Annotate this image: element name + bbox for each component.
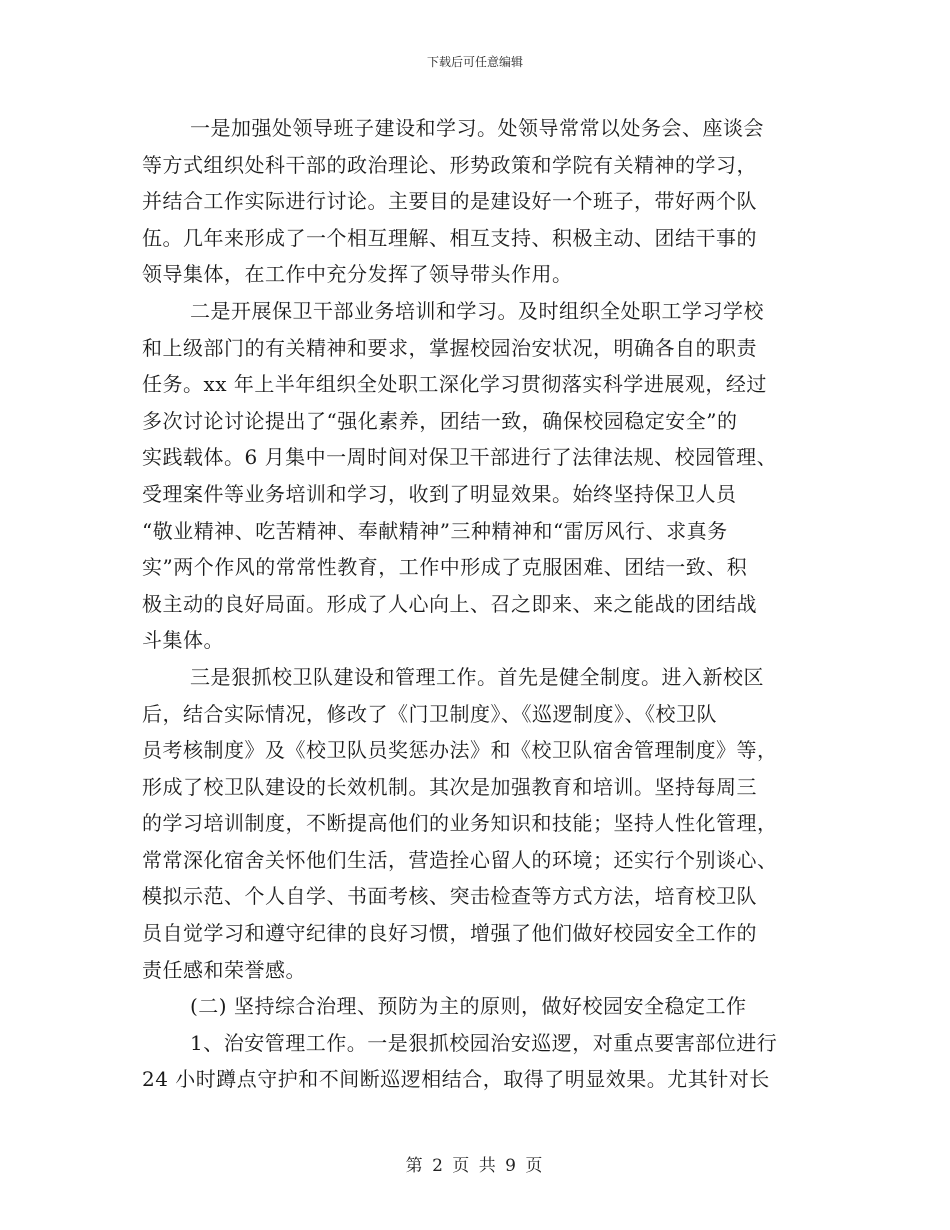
text-line: 任务。xx 年上半年组织全处职工深化学习贯彻落实科学进展观，经过: [142, 372, 767, 397]
text-line: 伍。几年来形成了一个相互理解、相互支持、积极主动、团结干事的: [142, 225, 757, 250]
text-line: “敬业精神、吃苦精神、奉献精神”三种精神和“雷厉风行、求真务: [142, 518, 728, 543]
text-line: 责任感和荣誉感。: [142, 957, 306, 982]
text-line: 和上级部门的有关精神和要求，掌握校园治安状况，明确各自的职责: [142, 335, 757, 360]
text-line: 员自觉学习和遵守纪律的良好习惯，增强了他们做好校园安全工作的: [142, 921, 757, 946]
text-line: 多次讨论讨论提出了“强化素养，团结一致，确保校园稳定安全”的: [142, 408, 738, 433]
text-line: 斗集体。: [142, 628, 224, 653]
text-line: 24 小时蹲点守护和不间断巡逻相结合，取得了明显效果。尤其针对长: [142, 1067, 770, 1092]
section-heading: (二) 坚持综合治理、预防为主的原则，做好校园安全稳定工作: [190, 994, 747, 1019]
text-line: 三是狠抓校卫队建设和管理工作。首先是健全制度。进入新校区: [190, 664, 764, 689]
text-line: 实践载体。6 月集中一周时间对保卫干部进行了法律法规、校园管理、: [142, 445, 778, 470]
text-line: 常常深化宿舍关怀他们生活，营造拴心留人的环境；还实行个别谈心、: [142, 847, 778, 872]
text-line: 一是加强处领导班子建设和学习。处领导常常以处务会、座谈会: [190, 116, 764, 140]
page-header: 下载后可任意编辑: [426, 55, 523, 69]
text-line: 实”两个作风的常常性教育，工作中形成了克服困难、团结一致、积: [142, 555, 748, 580]
text-line: 1、治安管理工作。一是狠抓校园治安巡逻，对重点要害部位进行: [190, 1030, 778, 1055]
text-line: 等方式组织处科干部的政治理论、形势政策和学院有关精神的学习，: [142, 152, 757, 177]
text-line: 的学习培训制度，不断提高他们的业务知识和技能；坚持人性化管理，: [142, 811, 778, 836]
text-line: 模拟示范、个人自学、书面考核、突击检查等方式方法，培育校卫队: [142, 884, 757, 909]
page-number: 第 2 页 共 9 页: [405, 1156, 545, 1176]
text-line: 二是开展保卫干部业务培训和学习。及时组织全处职工学习学校: [190, 298, 764, 323]
text-line: 后，结合实际情况，修改了《门卫制度》、《巡逻制度》、《校卫队: [142, 701, 717, 726]
text-line: 员考核制度》及《校卫队员奖惩办法》和《校卫队宿舍管理制度》等，: [142, 738, 778, 763]
text-line: 极主动的良好局面。形成了人心向上、召之即来、来之能战的团结战: [142, 591, 757, 616]
text-line: 形成了校卫队建设的长效机制。其次是加强教育和培训。坚持每周三: [142, 774, 757, 799]
document-body: [142, 110, 808, 1098]
text-line: 受理案件等业务培训和学习，收到了明显效果。始终坚持保卫人员: [142, 481, 737, 506]
text-line: 并结合工作实际进行讨论。主要目的是建设好一个班子，带好两个队: [142, 189, 757, 214]
text-line: 领导集体，在工作中充分发挥了领导带头作用。: [142, 262, 573, 287]
